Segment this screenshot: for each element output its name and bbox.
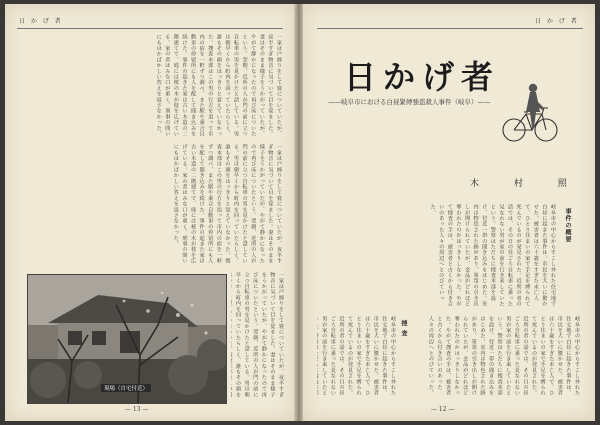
page-number: — 12 —	[431, 406, 455, 413]
left-page	[5, 4, 295, 421]
running-head: 日 か げ 者	[535, 18, 579, 25]
body-text-upper: 岐阜市の中心からすこし外れた住宅地で白昼に起きた事件は、市民を大いに驚かせた。被害者は六十歳をすぎた未亡人で、ひとり住まいの家で手足を縛られて死んでいるのが発見された。近所の者の話では、その日の昼ごろ自転車に乗った見なれない男が家の前を行き来していたという。警察はただちに捜査本部を設け、付近一帯の聞き込みをはじめた。室内は物色された跡があり、箪笥の引き出しが開けられていたが、金品がどれほど奪われたのかはっきりしなかった。やがて捜査の手は、被害者と古くから付き合いのあった人々の周辺へとのびていった。	[429, 204, 556, 307]
photo-caption: 現場（自宅付近）	[101, 384, 151, 392]
section-heading-1: 事件の概要	[564, 208, 571, 243]
body-text-lower-right: 岐阜市の中心からすこし外れた住宅地で白昼に起きた事件は、市民を大いに驚かせた。被害者は六十歳をすぎた未亡人で、ひとり住まいの家で手足を縛られて死んでいるのが発見された。近所の者の話では、その日の昼ごろ自転車に乗った見なれない男が家の前を行き来していたという。警察はただちに捜査本部を設け、付近一帯の聞き込みをはじめた。室内は物色された跡があり、箪笥の引き出しが開けられていたが、金品がどれほど奪われたのかはっきりしなかった。やがて捜査の手は、被害者と古くから付き合いのあった人々の周辺へとのびていった。	[427, 316, 580, 396]
body-text-lower: 一家は戸締りをして寝についていたが、夜半すぎ物音に気づいて目を覚ました。妻はそのまま様子をうかがっていたが、やがて静かになったので再び床についたという。翌朝、近所の人が門の前に立つ自転車の男を見かけたと話している。男は朝早くから町内を回っていたらしく、誰もその顔を	[235, 272, 284, 398]
body-text-upper: 一家は戸締りをして寝についていたが、夜半すぎ物音に気づいて目を覚ました。妻はそのまま様子をうかがっていたが、やがて静かになったので再び床についたという。翌朝、近所の人が門の前に立つ自転車の男を見かけたと話している。男は朝早くから町内を回っていたらしく、誰もその顔をはっきりと覚えていなかった。捜査本部はこの男の行方を追って市内の宿を一軒ずつ調べ、また駅や乗合自動車の停留所にも人を配して聞き込みを続けた。事件の起きた家は古い木造の二階建てで、庭には桜の木が枝を広げている。家の者はみな口が重く、刑事の問いにもはかばかしい答えを返さなかった。	[155, 34, 282, 137]
header-rule	[317, 28, 583, 29]
right-page	[303, 4, 595, 421]
header-rule	[17, 28, 283, 29]
author-name: 木 村 照	[470, 179, 583, 189]
section-heading-2: 捜 査	[400, 320, 407, 338]
article-title: 日かげ者	[344, 58, 501, 96]
body-text-lower-left: 岐阜市の中心からすこし外れた住宅地で白昼に起きた事件は、市民を大いに驚かせた。被害者は六十歳をすぎた未亡人で、ひとり住まいの家で手足を縛られて死んでいるのが発見された。近所の者の話では、その日の昼ごろ自転車に乗った見なれない男が家の前を行き来していたと	[321, 316, 396, 396]
cyclist-illustration	[500, 78, 560, 144]
page-number: — 13 —	[125, 406, 149, 413]
running-head: 日 か げ 者	[19, 18, 63, 25]
article-subtitle: ——岐阜市における白昼緊縛強盗殺人事件（岐阜）——	[328, 98, 491, 106]
body-text-middle: 一家は戸締りをして寝についていたが、夜半すぎ物音に気づいて目を覚ました。妻はそのまま様子をうかがっていたが、やがて静かになったので再び床についたという。翌朝、近所の人が門の前に立つ自転車の男を見かけたと話している。男は朝早くから町内を回っていたらしく、誰もその顔をはっきりと覚えていなかった。捜査本部はこの男の行方を追って市内の宿を一軒ずつ調べ、また駅や乗合自動車の停留所にも人を配して聞き込みを続けた。事件の起きた家は古い木造の二階建てで、庭には桜の木が枝を広げている。家の者はみな口が重く、刑事の問いにもはかばかしい答えを返さなかった。	[172, 144, 282, 264]
